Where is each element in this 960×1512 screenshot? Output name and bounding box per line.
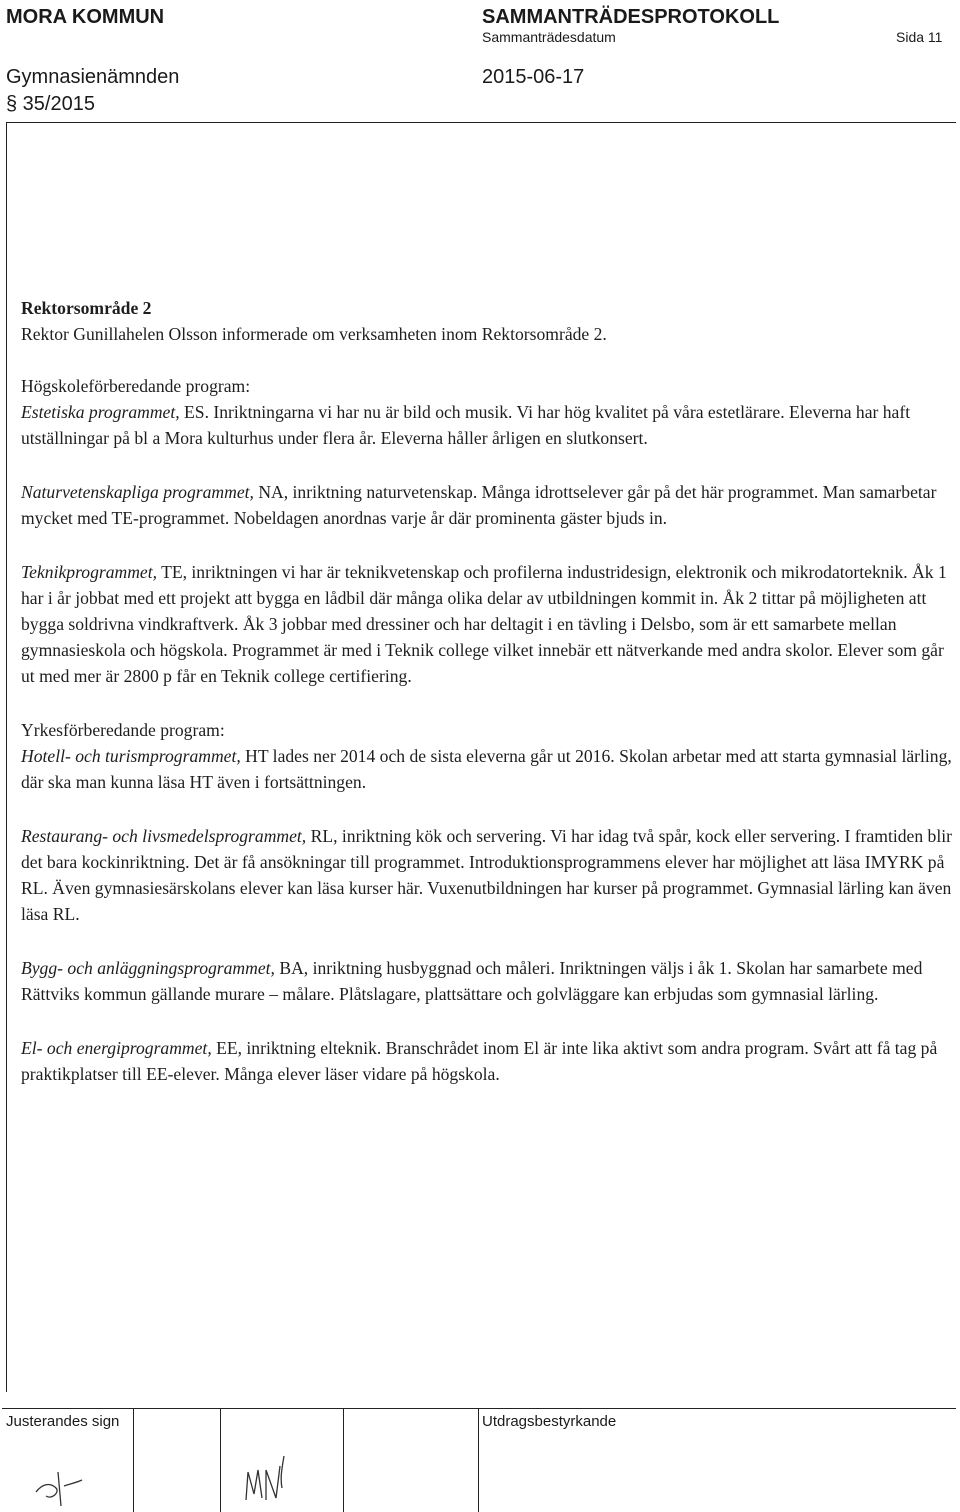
- program-description: EE, inriktning elteknik. Branschrådet inom El är inte lika aktivt som andra program. Svårt att få tag på praktikplatser till EE-elever. Många elever läser vidare på högskola.: [21, 1038, 938, 1084]
- date-label: Sammanträdesdatum: [482, 29, 616, 45]
- signature-initials-2: [240, 1448, 306, 1508]
- program-name: El- och energiprogrammet,: [21, 1038, 212, 1058]
- document-type: SAMMANTRÄDESPROTOKOLL: [482, 6, 780, 28]
- signature-initials-1: [28, 1462, 88, 1510]
- page-number: Sida 11: [896, 29, 943, 45]
- program-description: HT lades ner 2014 och de sista eleverna går ut 2016. Skolan arbetar med att starta gymnasial lärling, där ska man kunna läsa HT även i fortsättningen.: [21, 746, 952, 792]
- intro-paragraph: Rektor Gunillahelen Olsson informerade om verksamheten inom Rektorsområde 2.: [21, 324, 607, 344]
- program-description: BA, inriktning husbyggnad och måleri. Inriktningen väljs i åk 1. Skolan har samarbete med Rättviks kommun gällande murare – målare. Plåtslagare, plattsättare och golvläggare kan erbjudas som gymnasial lärling.: [21, 958, 923, 1004]
- program-description: NA, inriktning naturvetenskap. Många idrottselever går på det här programmet. Man samarbetar mycket med TE-programmet. Nobeldagen anordnas varje år där prominenta gäster bjuds in.: [21, 482, 937, 528]
- program-name: Bygg- och anläggningsprogrammet,: [21, 958, 275, 978]
- protocol-body: [21, 295, 957, 1087]
- section-heading-vocational: Yrkesförberedande program:: [21, 720, 225, 740]
- program-name: Teknikprogrammet,: [21, 562, 158, 582]
- paragraph-number: § 35/2015: [6, 93, 95, 115]
- signature-divider: [478, 1408, 479, 1512]
- left-margin-rule: [6, 122, 7, 1392]
- committee-name: Gymnasienämnden: [6, 66, 180, 88]
- organization-name: MORA KOMMUN: [6, 6, 165, 28]
- program-name: Restaurang- och livsmedelsprogrammet,: [21, 826, 307, 846]
- section-title: Rektorsområde 2: [21, 298, 152, 318]
- section-heading-higher-ed: Högskoleförberedande program:: [21, 376, 251, 396]
- header-rule: [6, 122, 956, 123]
- certifier-label: Utdragsbestyrkande: [482, 1413, 617, 1430]
- program-na: [21, 479, 957, 531]
- program-rl: [21, 823, 957, 927]
- program-description: ES. Inriktningarna vi har nu är bild och musik. Vi har hög kvalitet på våra estetlärare. Eleverna har haft utställningar på bl a Mora kulturhus under flera år. Eleverna håller årligen en slutkonsert.: [21, 402, 911, 448]
- program-ht: [21, 743, 957, 795]
- program-name: Estetiska programmet,: [21, 402, 180, 422]
- signature-divider: [343, 1408, 344, 1512]
- program-name: Naturvetenskapliga programmet,: [21, 482, 254, 502]
- signature-box-rule: [2, 1408, 956, 1409]
- meeting-date: 2015-06-17: [482, 66, 585, 88]
- program-name: Hotell- och turismprogrammet,: [21, 746, 241, 766]
- program-es: [21, 399, 957, 451]
- program-ee: [21, 1035, 957, 1087]
- program-description: TE, inriktningen vi har är teknikvetenskap och profilerna industridesign, elektronik och mikrodatorteknik. Åk 1 har i år jobbat med ett projekt att bygga en lådbil där många olika delar av utbildningen kommit in. Åk 2 tittar på möjligheten att bygga soldrivna vindkraftverk. Åk 3 jobbar med dressiner och har deltagit i en tävling i Delsbo, som är ett samarbete mellan gymnasieskola och högskola. Programmet är med i Teknik college vilket innebär ett nätverkande med andra skolor. Elever som går ut med mer är 2800 p får en Teknik college certifiering.: [21, 562, 947, 686]
- program-ba: [21, 955, 957, 1007]
- signer-label: Justerandes sign: [6, 1413, 120, 1430]
- signature-divider: [220, 1408, 221, 1512]
- program-te: [21, 559, 957, 689]
- program-description: RL, inriktning kök och servering. Vi har idag två spår, kock eller servering. I framtiden blir det bara kockinriktning. Det är få ansökningar till programmet. Introduktionsprogrammens elever har möjlighet att läsa IMYRK på RL. Även gymnasiesärskolans elever kan läsa kurser här. Vuxenutbildningen har kurser på programmet. Gymnasial lärling kan även läsa RL.: [21, 826, 952, 924]
- signature-divider: [133, 1408, 134, 1512]
